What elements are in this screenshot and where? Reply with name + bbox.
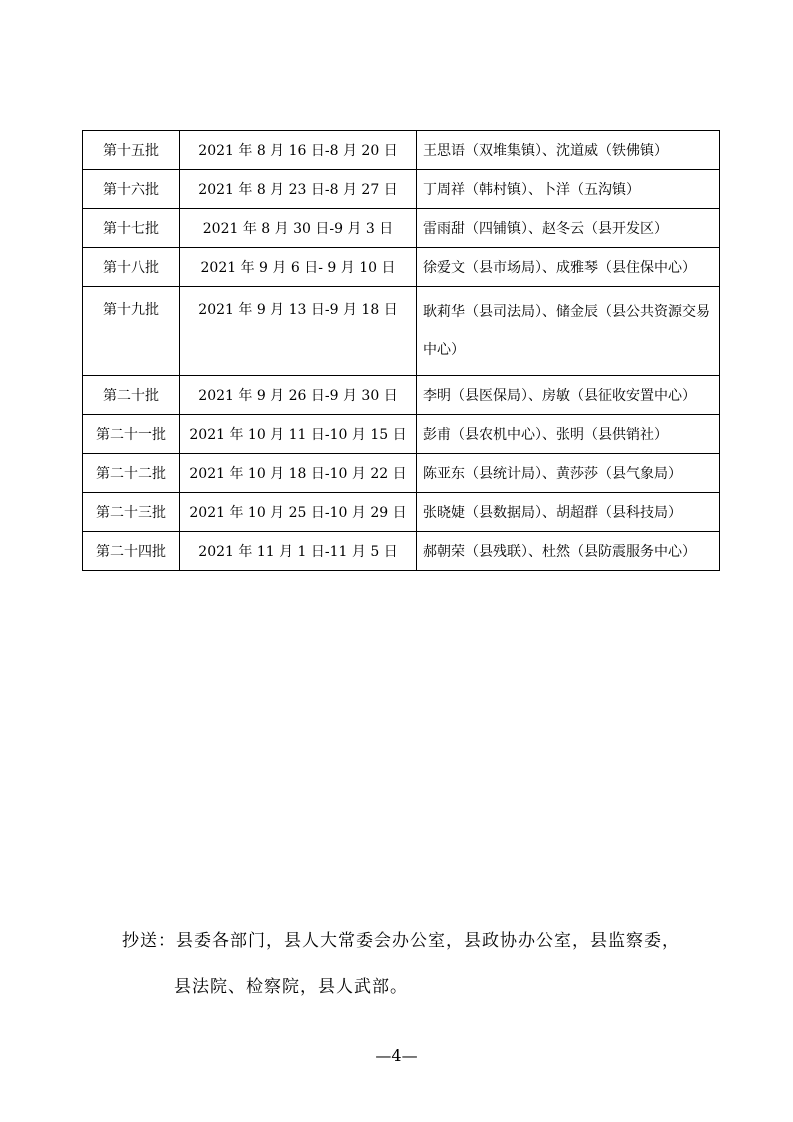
date-cell: 2021 年 9 月 13 日-9 月 18 日 <box>180 287 417 376</box>
date-cell: 2021 年 10 月 25 日-10 月 29 日 <box>180 493 417 532</box>
batch-cell: 第十八批 <box>83 248 180 287</box>
people-cell: 郝朝荣（县残联）、杜然（县防震服务中心） <box>417 532 720 571</box>
table-row <box>83 532 720 571</box>
date-cell: 2021 年 8 月 23 日-8 月 27 日 <box>180 170 417 209</box>
date-cell: 2021 年 8 月 16 日-8 月 20 日 <box>180 131 417 170</box>
table-row <box>83 415 720 454</box>
date-cell: 2021 年 11 月 1 日-11 月 5 日 <box>180 532 417 571</box>
people-cell: 王思语（双堆集镇）、沈道威（铁佛镇） <box>417 131 720 170</box>
batch-cell: 第二十批 <box>83 376 180 415</box>
people-cell: 雷雨甜（四铺镇）、赵冬云（县开发区） <box>417 209 720 248</box>
people-cell: 李明（县医保局）、房敏（县征收安置中心） <box>417 376 720 415</box>
batch-cell: 第十七批 <box>83 209 180 248</box>
table-row <box>83 209 720 248</box>
date-cell: 2021 年 10 月 18 日-10 月 22 日 <box>180 454 417 493</box>
batch-cell: 第十六批 <box>83 170 180 209</box>
people-cell: 丁周祥（韩村镇）、卜洋（五沟镇） <box>417 170 720 209</box>
people-cell: 彭甫（县农机中心）、张明（县供销社） <box>417 415 720 454</box>
duty-schedule-table <box>82 130 720 571</box>
table-row <box>83 287 720 376</box>
cc-line-1: 抄送：县委各部门，县人大常委会办公室，县政协办公室，县监察委， <box>122 931 680 951</box>
date-cell: 2021 年 10 月 11 日-10 月 15 日 <box>180 415 417 454</box>
people-cell: 徐爱文（县市场局）、成雅琴（县住保中心） <box>417 248 720 287</box>
page-number: —4— <box>375 1046 418 1065</box>
people-cell: 耿莉华（县司法局）、储金辰（县公共资源交易中心） <box>417 287 720 376</box>
cc-distribution <box>122 918 680 1010</box>
table-row <box>83 493 720 532</box>
people-cell: 张晓婕（县数据局）、胡超群（县科技局） <box>417 493 720 532</box>
table-row <box>83 454 720 493</box>
date-cell: 2021 年 9 月 26 日-9 月 30 日 <box>180 376 417 415</box>
table-row <box>83 131 720 170</box>
batch-cell: 第二十一批 <box>83 415 180 454</box>
date-cell: 2021 年 9 月 6 日- 9 月 10 日 <box>180 248 417 287</box>
table-row <box>83 248 720 287</box>
people-cell: 陈亚东（县统计局）、黄莎莎（县气象局） <box>417 454 720 493</box>
table-row <box>83 170 720 209</box>
batch-cell: 第二十三批 <box>83 493 180 532</box>
table-row <box>83 376 720 415</box>
date-cell: 2021 年 8 月 30 日-9 月 3 日 <box>180 209 417 248</box>
batch-cell: 第十五批 <box>83 131 180 170</box>
cc-line-2: 县法院、检察院，县人武部。 <box>174 977 408 997</box>
batch-cell: 第十九批 <box>83 287 180 376</box>
batch-cell: 第二十二批 <box>83 454 180 493</box>
batch-cell: 第二十四批 <box>83 532 180 571</box>
